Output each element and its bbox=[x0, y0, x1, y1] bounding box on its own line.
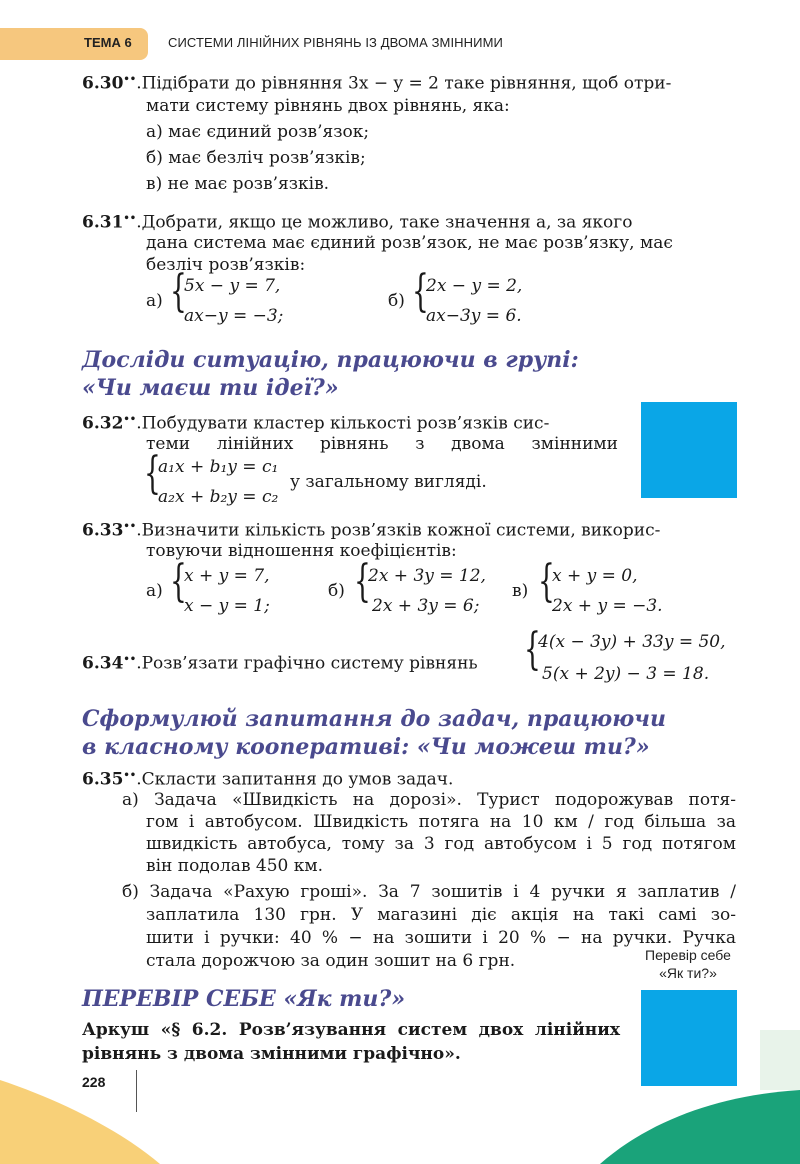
task-b-line3: шити і ручки: 40 % − на зошити і 20 % − на ручки. Ручка bbox=[146, 928, 736, 948]
difficulty-dots: •• bbox=[123, 654, 137, 665]
section-subtitle-group-work: «Чи маєш ти ідеї?» bbox=[82, 375, 339, 401]
exercise-6-30-line2: мати систему рівнянь двох рівнянь, яка: bbox=[146, 96, 510, 116]
system-brace: { bbox=[538, 556, 555, 607]
worksheet-line1: Аркуш «§ 6.2. Розв’язування систем двох лінійних bbox=[82, 1020, 620, 1040]
difficulty-dots: •• bbox=[123, 414, 137, 425]
difficulty-dots: •• bbox=[123, 213, 137, 224]
header-theme: ТЕМА 6 bbox=[84, 35, 132, 50]
system-b-eq1: 2x − y = 2, bbox=[426, 276, 523, 296]
system-b-eq2: ax−3y = 6. bbox=[426, 306, 522, 326]
qr-code-image[interactable] bbox=[641, 402, 737, 498]
exercise-number: 6.33 bbox=[82, 520, 124, 541]
system-b-eq2: 2x + 3y = 6; bbox=[372, 596, 480, 616]
exercise-number: 6.34 bbox=[82, 653, 124, 674]
exercise-6-32-tail: у загальному вигляді. bbox=[290, 472, 487, 492]
qr-caption-line2: «Як ти?» bbox=[659, 965, 717, 981]
system-brace: { bbox=[354, 556, 371, 607]
exercise-text: .Добрати, якщо це можливо, таке значення a, за якого bbox=[136, 212, 633, 233]
general-system-eq2: a₂x + b₂y = c₂ bbox=[158, 487, 279, 507]
system-brace: { bbox=[170, 556, 187, 607]
system-c-eq2: 2x + y = −3. bbox=[552, 596, 663, 616]
exercise-6-30-option-a: а) має єдиний розв’язок; bbox=[146, 122, 370, 142]
exercise-6-34-line1 bbox=[82, 648, 478, 676]
exercise-6-30-option-c: в) не має розв’язків. bbox=[146, 174, 330, 194]
exercise-6-30-line1 bbox=[82, 68, 671, 96]
system-b-label: б) bbox=[388, 291, 405, 311]
section-title-group-work: Досліди ситуацію, працюючи в групі: bbox=[82, 347, 579, 373]
exercise-number: 6.35 bbox=[82, 769, 124, 790]
qr-code-image[interactable] bbox=[641, 990, 737, 1086]
exercise-6-33-line2: товуючи відношення коефіцієнтів: bbox=[146, 541, 457, 561]
system-brace: { bbox=[144, 448, 161, 499]
system-brace: { bbox=[170, 266, 187, 317]
task-b-line2: заплатила 130 грн. У магазині діє акція на такі самі зо- bbox=[146, 905, 736, 925]
task-a-line2: гом і автобусом. Швидкість потяга на 10 км / год більша за bbox=[146, 812, 736, 832]
difficulty-dots: •• bbox=[123, 74, 137, 85]
exercise-text: .Розв’язати графічно систему рівнянь bbox=[136, 653, 478, 674]
general-system-eq1: a₁x + b₁y = c₁ bbox=[158, 457, 279, 477]
exercise-text: .Підібрати до рівняння 3x − y = 2 таке рівняння, щоб отри- bbox=[136, 73, 672, 94]
system-b-eq1: 2x + 3y = 12, bbox=[368, 566, 486, 586]
task-a-line1: а) Задача «Швидкість на дорозі». Турист подорожував потя- bbox=[122, 790, 736, 810]
system-brace: { bbox=[412, 266, 429, 317]
header-title: СИСТЕМИ ЛІНІЙНИХ РІВНЯНЬ ІЗ ДВОМА ЗМІННИМИ bbox=[168, 35, 503, 50]
qr-caption-line1: Перевір себе bbox=[645, 947, 731, 963]
system-a-eq2: ax−y = −3; bbox=[184, 306, 284, 326]
task-b-line1: б) Задача «Рахую гроші». За 7 зошитів і 4 ручки я заплатив / bbox=[122, 882, 736, 902]
system-a-eq1: x + y = 7, bbox=[184, 566, 270, 586]
system-c-eq1: x + y = 0, bbox=[552, 566, 638, 586]
page-number: 228 bbox=[82, 1074, 106, 1090]
task-b-line4: стала дорожчою за один зошит на 6 грн. bbox=[146, 951, 516, 971]
decor-green-corner bbox=[600, 1090, 800, 1164]
graph-system-eq2: 5(x + 2y) − 3 = 18. bbox=[542, 664, 710, 684]
exercise-6-31-line3: безліч розв’язків: bbox=[146, 255, 306, 275]
section-subtitle-cooperative: в класному кооперативі: «Чи можеш ти?» bbox=[82, 734, 650, 760]
system-a-eq1: 5x − y = 7, bbox=[184, 276, 281, 296]
exercise-number: 6.30 bbox=[82, 73, 124, 94]
section-title-cooperative: Сформулюй запитання до задач, працюючи bbox=[82, 706, 666, 732]
exercise-text: .Побудувати кластер кількості розв’язків сис- bbox=[136, 413, 550, 434]
difficulty-dots: •• bbox=[123, 770, 137, 781]
worksheet-line2: рівнянь з двома змінними графічно». bbox=[82, 1044, 461, 1064]
task-a-line4: він подолав 450 км. bbox=[146, 856, 324, 876]
exercise-number: 6.32 bbox=[82, 413, 124, 434]
system-a-label: а) bbox=[146, 291, 163, 311]
decor-light-strip bbox=[760, 1030, 800, 1090]
exercise-number: 6.31 bbox=[82, 212, 124, 233]
exercise-6-31-line2: дана система має єдиний розв’язок, не має розв’язку, має bbox=[146, 233, 673, 253]
task-a-line3: швидкість автобуса, тому за 3 год автобусом і 5 год потягом bbox=[146, 834, 736, 854]
exercise-text: .Визначити кількість розв’язків кожної системи, викорис- bbox=[136, 520, 661, 541]
exercise-text: .Скласти запитання до умов задач. bbox=[136, 769, 454, 790]
qr-caption bbox=[636, 946, 740, 982]
system-a-label: а) bbox=[146, 581, 163, 601]
system-b-label: б) bbox=[328, 581, 345, 601]
section-title-check-yourself: ПЕРЕВІР СЕБЕ «Як ти?» bbox=[82, 986, 406, 1012]
decor-yellow-corner bbox=[0, 1080, 160, 1164]
exercise-6-30-option-b: б) має безліч розв’язків; bbox=[146, 148, 366, 168]
system-brace: { bbox=[524, 624, 541, 675]
graph-system-eq1: 4(x − 3y) + 33y = 50, bbox=[538, 632, 726, 652]
difficulty-dots: •• bbox=[123, 521, 137, 532]
system-a-eq2: x − y = 1; bbox=[184, 596, 270, 616]
exercise-6-32-line2: теми лінійних рівнянь з двома змінними bbox=[146, 434, 618, 454]
system-c-label: в) bbox=[512, 581, 529, 601]
